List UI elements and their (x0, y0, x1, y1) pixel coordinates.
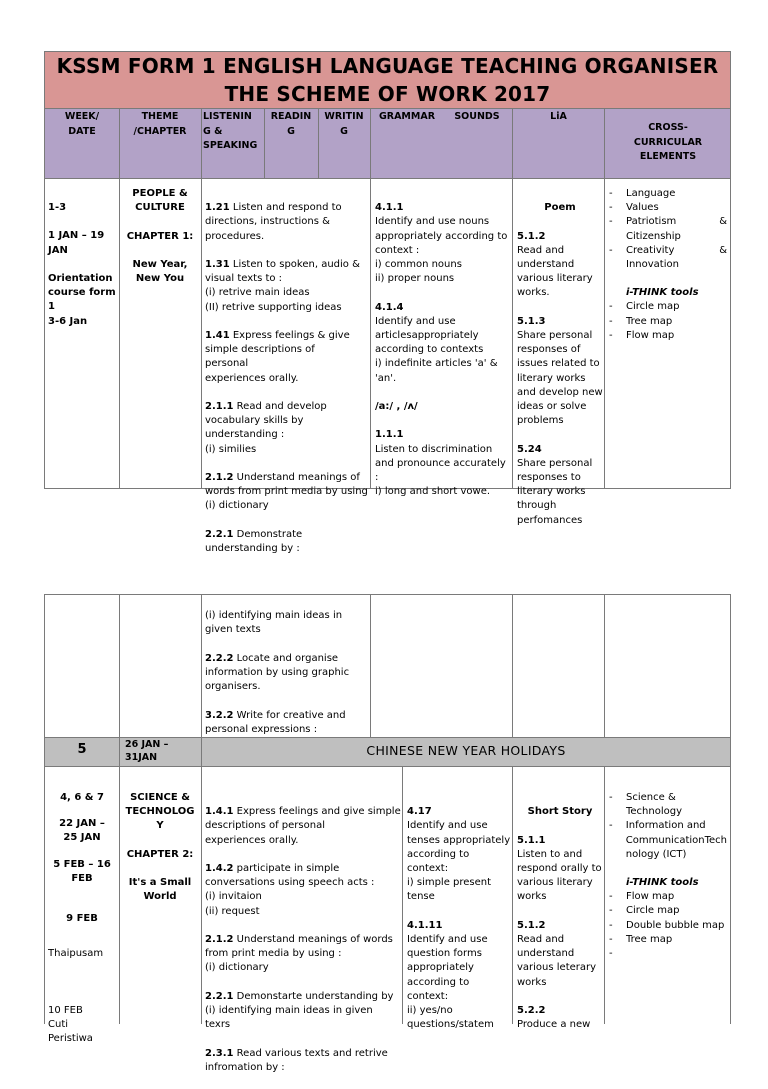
week-note: 10 FEB Cuti Peristiwa (48, 1004, 93, 1045)
header-listening: LISTENIN G & SPEAKING (203, 111, 258, 151)
header-reading: READIN G (270, 111, 312, 137)
lia-item: 5.1.1 Listen to and respond orally to various literary works (517, 834, 602, 903)
row3-week (46, 791, 118, 926)
skill-item: 2.1.2 Understand meanings of words from print media by using : (i) dictionary (205, 934, 393, 974)
skill-item: 2.3.1 Read various texts and retrive infromation by : (205, 1047, 388, 1073)
cross-item: Citizenship (626, 230, 681, 242)
skill-item: 2.1.1 Read and develop vocabulary skills by understanding : (i) similies (205, 401, 327, 455)
week-range: 4, 6 & 7 (60, 792, 104, 803)
grammar-item: 4.1.11 Identify and use question forms appropriately according to context: ii) yes/no questions/statem (407, 919, 494, 1031)
ithink-tools-title: i-THINK tools (626, 877, 699, 889)
skill-item: 1.4.2 participate in simple conversations using speech acts : (i) invitaion (ii) request (205, 863, 375, 917)
grammar-item: 4.1.4 Identify and use articlesappropriately according to contexts i) indefinite articles 'a' & 'an'. (375, 301, 498, 384)
row1-lia (517, 187, 603, 542)
lia-item: 5.1.2 Read and understand various literary works. (517, 230, 593, 299)
skill-item: 2.1.2 Understand meanings of words from print media by using (i) dictionary (205, 472, 368, 512)
tool-item: Circle map (626, 905, 680, 917)
row1-cross-curricular: - Language - Values - Patriotism & Citizenship - Creativity & Innovation i-THINK tools - Circle map - Tree map - Flow map (609, 187, 727, 343)
skill-item: 1.41 Express feelings & give simple descriptions of personal experiences orally. (205, 330, 350, 384)
tool-item: Tree map (626, 933, 673, 945)
holiday-date: 26 JAN – 31JAN (125, 739, 169, 763)
week-note: Thaipusam (48, 948, 104, 960)
row3-lia (517, 791, 603, 1047)
page-subtitle: THE SCHEME OF WORK 2017 (224, 82, 551, 106)
skill-item: 3.2.2 Write for creative and personal expressions : (205, 709, 346, 735)
grammar-item: 1.1.1 Listen to discrimination and pronounce accurately : i) long and short vowe. (375, 429, 506, 498)
holiday-week: 5 (77, 742, 87, 757)
lia-title: Poem (544, 202, 576, 214)
week-range: 9 FEB (66, 913, 98, 925)
lia-item: 5.1.3 Share personal responses of issues related to literary works and develop new ideas or solve problems (517, 315, 603, 427)
skill-item: 2.2.1 Demonstrate understanding by : (205, 528, 303, 555)
skill-item: 2.2.2 Locate and organise information by using graphic organisers. (205, 652, 350, 693)
lia-item: 5.2.2 Produce a new (517, 1005, 591, 1031)
skill-item: 1.31 Listen to spoken, audio & visual texts to : (i) retrive main ideas (II) retrive supporting ideas (205, 259, 360, 313)
tool-item: Circle map (626, 301, 680, 313)
holiday-label: CHINESE NEW YEAR HOLIDAYS (366, 743, 566, 758)
row1-grammar (375, 187, 511, 514)
ithink-tools-title: i-THINK tools (626, 287, 699, 299)
cross-item: Values (626, 202, 659, 214)
tool-item: Flow map (626, 329, 675, 341)
header-lia: LiA (550, 111, 567, 122)
skill-item: 1.4.1 Express feelings and give simple descriptions of personal experiences orally. (205, 806, 401, 846)
cross-item: Language (626, 188, 676, 199)
cross-item: Innovation (626, 259, 679, 271)
cross-item: Creativity & (626, 244, 727, 256)
header-grammar: GRAMMAR (378, 111, 436, 122)
skill-item: 1.21 Listen and respond to directions, instructions & procedures. (205, 202, 342, 242)
row1-week: 1-3 1 JAN – 19 JAN Orientation course form 1 3-6 Jan (48, 202, 116, 327)
grammar-item: 4.1.1 Identify and use nouns appropriately according to context : i) common nouns ii) proper nouns (375, 202, 508, 285)
row3-grammar (407, 791, 511, 1047)
row3-cross-curricular: - Science & Technology - Information and CommunicationTech nology (ICT) i-THINK tools - Flow map - Circle map - Double bubble map - Tree map - (609, 792, 727, 960)
lia-item: 5.1.2 Read and understand various leterary works (517, 919, 597, 988)
row3-week-notes (48, 933, 118, 1061)
row3-theme: SCIENCE & TECHNOLOG Y CHAPTER 2: It's a Small World (125, 792, 195, 903)
cross-item: Science & Technology (626, 792, 683, 818)
lia-title: Short Story (527, 806, 593, 818)
header-week: WEEK/ DATE (64, 111, 100, 137)
tool-item: Flow map (626, 891, 675, 903)
cross-item: Information and CommunicationTech nology (ICT) (625, 820, 727, 860)
row3-skills (205, 791, 401, 1089)
row1-theme: PEOPLE & CULTURE CHAPTER 1: New Year, New You (126, 188, 194, 285)
grammar-item: 4.17 Identify and use tenses appropriately according to context: i) simple present tense (407, 806, 511, 903)
week-range: 22 JAN – 25 JAN (59, 818, 105, 844)
tool-item: Tree map (626, 315, 673, 327)
week-range: 5 FEB – 16 FEB (53, 858, 111, 884)
page-title: KSSM FORM 1 ENGLISH LANGUAGE TEACHING ORGANISER (56, 54, 719, 78)
sounds-item: /a:/ , /ʌ/ (375, 401, 418, 413)
header-theme: THEME /CHAPTER (133, 111, 187, 137)
skill-item: 2.2.1 Demonstarte understanding by (i) identifying main ideas in given texrs (205, 990, 394, 1031)
row1-skills (205, 187, 369, 570)
tool-item: Double bubble map (626, 919, 725, 931)
cross-item: Patriotism & (626, 216, 727, 228)
header-writing: WRITIN G (324, 111, 364, 137)
lia-item: 5.24 Share personal responses to literary works through perfomances (517, 443, 593, 526)
header-cross-curricular: CROSS- CURRICULAR ELEMENTS (633, 122, 703, 162)
header-sounds: SOUNDS (454, 111, 500, 122)
skill-item: (i) identifying main ideas in given texts (205, 610, 343, 636)
